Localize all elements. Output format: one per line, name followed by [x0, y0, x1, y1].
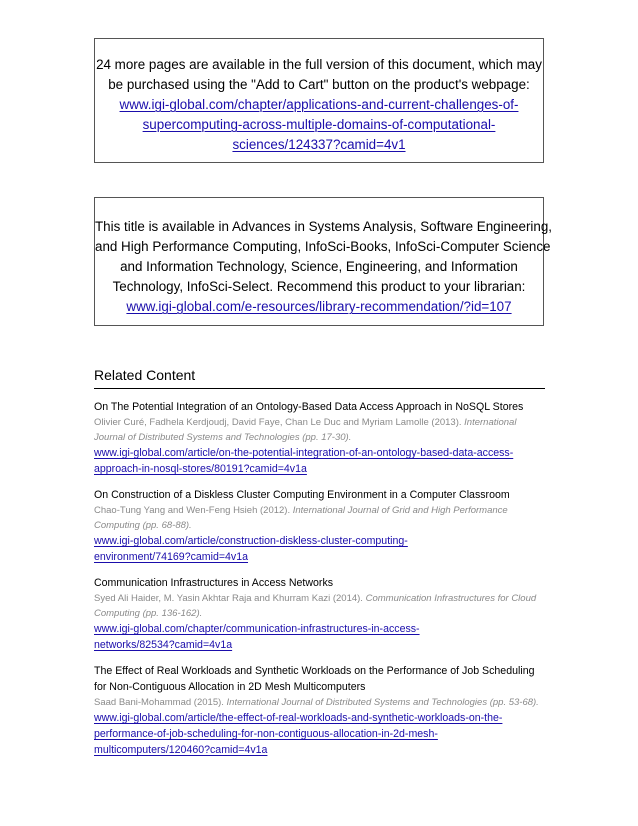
journal: International Journal of Grid and High Performance: [292, 505, 508, 516]
url-line[interactable]: www.igi-global.com/article/the-effect-of-real-workloads-and-synthetic-workloads-on-the-: [94, 712, 503, 724]
url-line[interactable]: networks/82534?camid=4v1a: [94, 639, 233, 651]
availability-text-line: This title is available in Advances in Systems Analysis, Software Engineering,: [95, 219, 552, 234]
url-line[interactable]: approach-in-nosql-stores/80191?camid=4v1a: [94, 463, 307, 475]
related-item-title: [94, 663, 545, 695]
meta-line: Computing (pp. 68-88).: [94, 520, 192, 531]
librarian-recommendation-link[interactable]: www.igi-global.com/e-resources/library-recommendation/?id=107: [126, 299, 512, 314]
availability-text-line: and High Performance Computing, InfoSci-Books, InfoSci-Computer Science: [95, 239, 551, 254]
authors: Syed Ali Haider, M. Yasin Akhtar Raja and Khurram Kazi (2014).: [94, 593, 363, 604]
title-line: On Construction of a Diskless Cluster Computing Environment in a Computer Classroom: [94, 489, 510, 501]
purchase-notice-box: [94, 38, 544, 163]
related-item-link[interactable]: [94, 621, 545, 653]
authors: Saad Bani-Mohammad (2015).: [94, 697, 224, 708]
meta-line: [94, 695, 545, 710]
meta-line: [94, 591, 545, 606]
meta-line: Computing (pp. 136-162).: [94, 608, 203, 619]
journal: International Journal of Distributed Systems and Technologies (pp. 53-68).: [226, 697, 539, 708]
notice-text-line: be purchased using the "Add to Cart" button on the product's webpage:: [108, 77, 530, 92]
related-item-title: [94, 487, 545, 503]
url-line[interactable]: www.igi-global.com/article/construction-diskless-cluster-computing-: [94, 535, 408, 547]
authors: Olivier Curé, Fadhela Kerdjoudj, David Faye, Chan Le Duc and Myriam Lamolle (2013).: [94, 417, 462, 428]
related-item-link[interactable]: [94, 445, 545, 477]
availability-text-line: Technology, InfoSci-Select. Recommend this product to your librarian:: [112, 279, 526, 294]
meta-line: [94, 503, 545, 518]
journal: Communication Infrastructures for Cloud: [365, 593, 537, 604]
related-item-link[interactable]: [94, 710, 545, 758]
product-url-link[interactable]: supercomputing-across-multiple-domains-of-computational-: [142, 117, 496, 132]
related-item: [94, 663, 545, 758]
meta-line: [94, 415, 545, 430]
related-item-title: [94, 399, 545, 415]
product-url-link[interactable]: sciences/124337?camid=4v1: [232, 137, 406, 152]
authors: Chao-Tung Yang and Wen-Feng Hsieh (2012).: [94, 505, 291, 516]
availability-box: [94, 197, 552, 326]
related-item-meta: [94, 503, 545, 533]
related-item-title: [94, 575, 545, 591]
related-item: [94, 487, 545, 565]
url-line[interactable]: www.igi-global.com/article/on-the-potential-integration-of-an-ontology-based-data-access-: [94, 447, 514, 459]
product-url-link[interactable]: www.igi-global.com/chapter/applications-and-current-challenges-of-: [119, 97, 519, 112]
availability-text-line: and Information Technology, Science, Engineering, and Information: [120, 259, 518, 274]
url-line[interactable]: environment/74169?camid=4v1a: [94, 551, 249, 563]
title-line: On The Potential Integration of an Ontology-Based Data Access Approach in NoSQL Stores: [94, 401, 524, 413]
journal: International: [464, 417, 517, 428]
url-line[interactable]: multicomputers/120460?camid=4v1a: [94, 744, 268, 756]
related-item: [94, 575, 545, 653]
url-line[interactable]: www.igi-global.com/chapter/communication-infrastructures-in-access-: [94, 623, 420, 635]
notice-text-line: 24 more pages are available in the full version of this document, which may: [96, 57, 542, 72]
related-item-meta: [94, 695, 545, 710]
title-line: Communication Infrastructures in Access Networks: [94, 577, 334, 589]
related-content-heading: Related Content: [94, 366, 545, 389]
related-item-meta: [94, 591, 545, 621]
title-line: The Effect of Real Workloads and Synthetic Workloads on the Performance of Job Scheduling: [94, 665, 535, 677]
url-line[interactable]: performance-of-job-scheduling-for-non-contiguous-allocation-in-2d-mesh-: [94, 728, 438, 740]
related-item-meta: [94, 415, 545, 445]
related-content-section: [94, 366, 545, 758]
related-item-link[interactable]: [94, 533, 545, 565]
title-line: for Non-Contiguous Allocation in 2D Mesh Multicomputers: [94, 681, 366, 693]
meta-line: Journal of Distributed Systems and Technologies (pp. 17-30).: [94, 432, 352, 443]
related-item: [94, 399, 545, 477]
